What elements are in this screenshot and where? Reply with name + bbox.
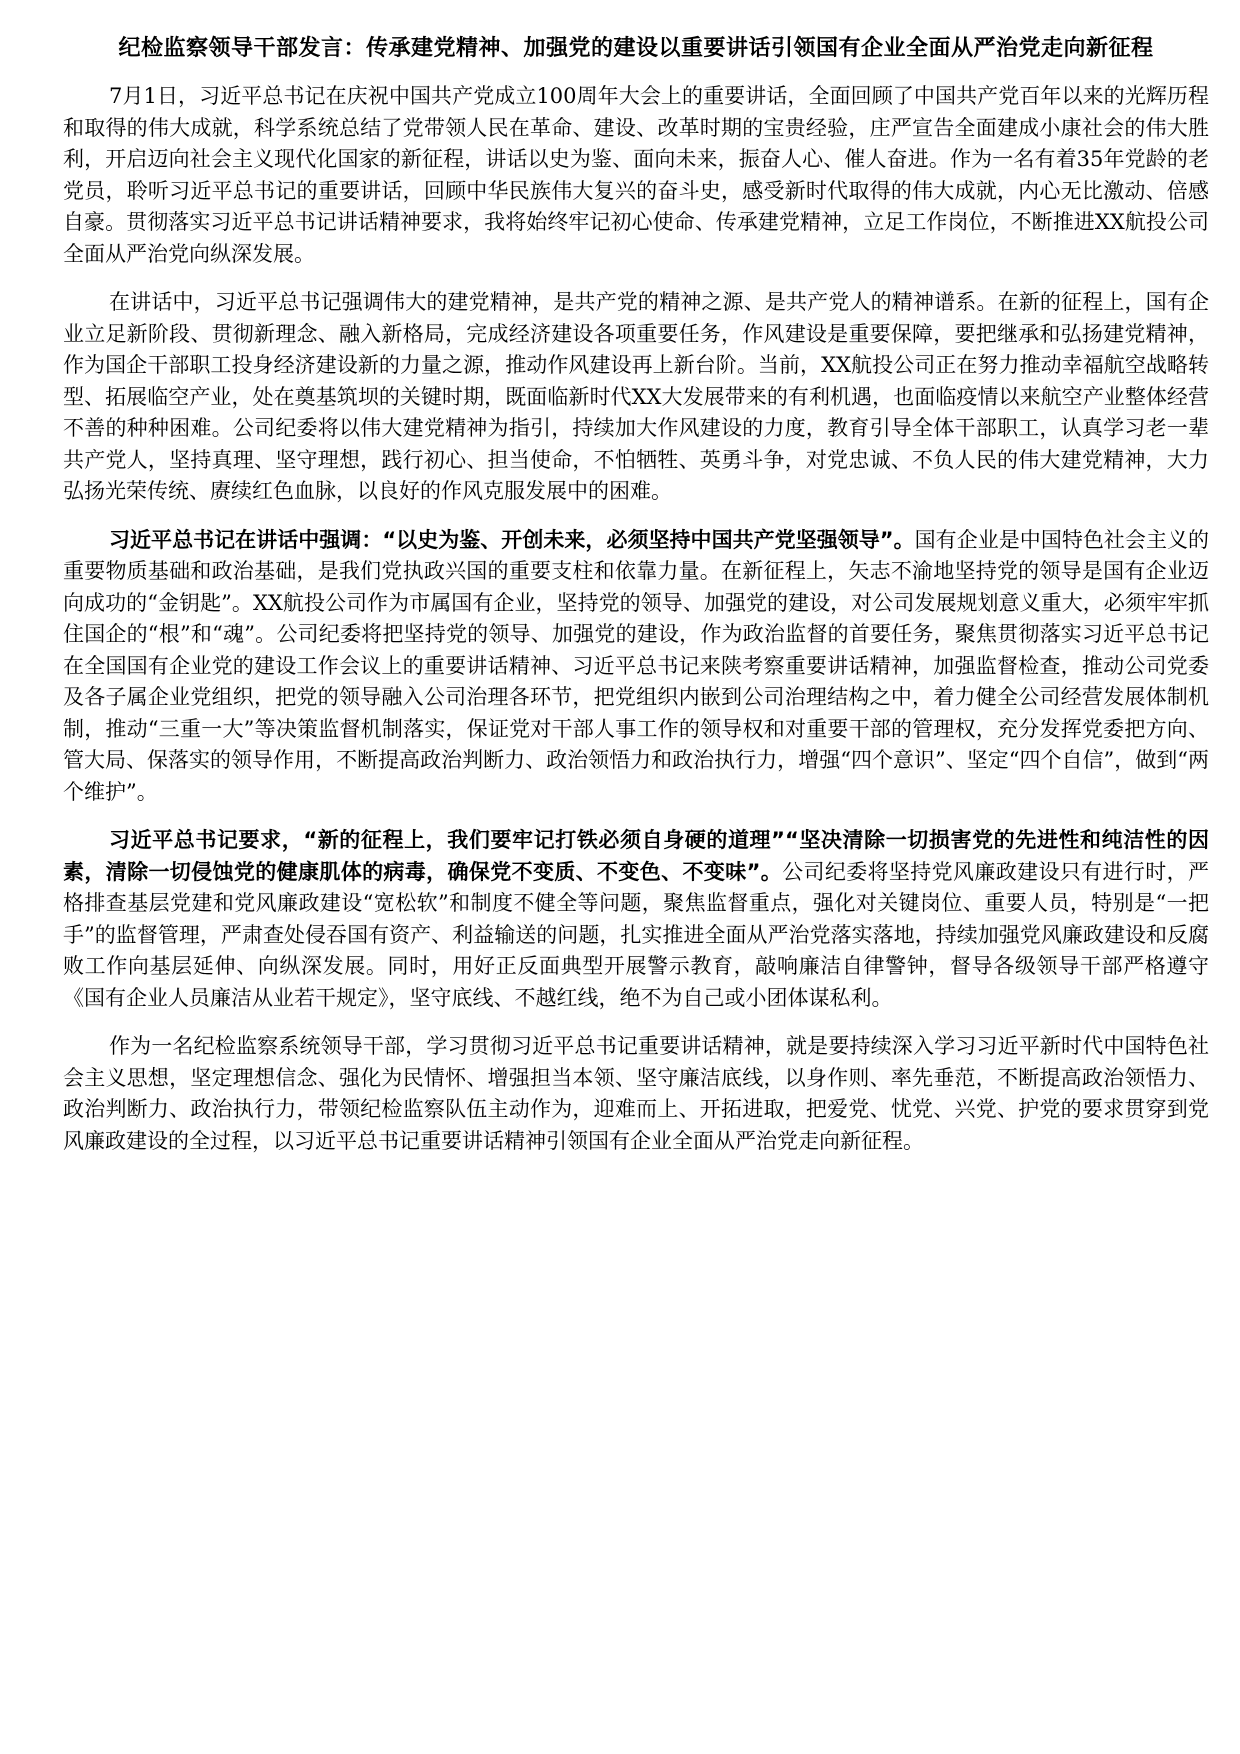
document-title: 纪检监察领导干部发言：传承建党精神、加强党的建设以重要讲话引领国有企业全面从严治党走向新征程 — [118, 36, 1154, 61]
paragraph-3-text: 国有企业是中国特色社会主义的重要物质基础和政治基础，是我们党执政兴国的重要支柱和依靠力量。在新征程上，矢志不渝地坚持党的领导是国有企业迈向成功的“金钥匙”。XX航投公司作为市属国有企业，坚持党的领导、加强党的建设，对公司发展规划意义重大，必须牢牢抓住国企的“根”和“魂”。公司纪委将把坚持党的领导、加强党的建设，作为政治监督的首要任务，聚焦贯彻落实习近平总书记在全国国有企业党的建设工作会议上的重要讲话精神、习近平总书记来陕考察重要讲话精神，加强监督检查，推动公司党委及各子属企业党组织，把党的领导融入公司治理各环节，把党组织内嵌到公司治理结构之中，着力健全公司经营发展体制机制，推动“三重一大”等决策监督机制落实，保证党对干部人事工作的领导权和对重要干部的管理权，充分发挥党委把方向、管大局、保落实的领导作用，不断提高政治判断力、政治领悟力和政治执行力，增强“四个意识”、坚定“四个自信”，做到“两个维护”。 — [63, 527, 1210, 804]
paragraph-3 — [63, 525, 1209, 809]
document-page — [63, 32, 1209, 1174]
paragraph-4-text: 公司纪委将坚持党风廉政建设只有进行时，严格排查基层党建和党风廉政建设“宽松软”和制度不健全等问题，聚焦监督重点，强化对关键岗位、重要人员，特别是“一把手”的监督管理，严肃查处侵吞国有资产、利益输送的问题，扎实推进全面从严治党落实落地，持续加强党风廉政建设和反腐败工作向基层延伸、向纵深发展。同时，用好正反面典型开展警示教育，敲响廉洁自律警钟，督导各级领导干部严格遵守《国有企业人员廉洁从业若干规定》，坚守底线、不越红线，绝不为自己或小团体谋私利。 — [63, 859, 1209, 1010]
paragraph-5-text: 作为一名纪检监察系统领导干部，学习贯彻习近平总书记重要讲话精神，就是要持续深入学习习近平新时代中国特色社会主义思想，坚定理想信念、强化为民情怀、增强担当本领、坚守廉洁底线，以身作则、率先垂范，不断提高政治领悟力、政治判断力、政治执行力，带领纪检监察队伍主动作为，迎难而上、开拓进取，把爱党、忧党、兴党、护党的要求贯穿到党风廉政建设的全过程，以习近平总书记重要讲话精神引领国有企业全面从严治党走向新征程。 — [63, 1034, 1209, 1153]
paragraph-5 — [63, 1031, 1209, 1157]
paragraph-3-lead: 习近平总书记在讲话中强调：“以史为鉴、开创未来，必须坚持中国共产党坚强领导”。 — [109, 527, 915, 552]
paragraph-4 — [63, 825, 1209, 1014]
paragraph-2-text: 在讲话中，习近平总书记强调伟大的建党精神，是共产党的精神之源、是共产党人的精神谱系。在新的征程上，国有企业立足新阶段、贯彻新理念、融入新格局，完成经济建设各项重要任务，作风建设是重要保障，要把继承和弘扬建党精神，作为国企干部职工投身经济建设新的力量之源，推动作风建设再上新台阶。当前，XX航投公司正在努力推动幸福航空战略转型、拓展临空产业，处在奠基筑坝的关键时期，既面临新时代XX大发展带来的有利机遇，也面临疫情以来航空产业整体经营不善的种种困难。公司纪委将以伟大建党精神为指引，持续加大作风建设的力度，教育引导全体干部职工，认真学习老一辈共产党人，坚持真理、坚守理想，践行初心、担当使命，不怕牺牲、英勇斗争，对党忠诚、不负人民的伟大建党精神，大力弘扬光荣传统、赓续红色血脉，以良好的作风克服发展中的困难。 — [63, 290, 1209, 503]
paragraph-1 — [63, 81, 1209, 270]
paragraph-1-text: 7月1日，习近平总书记在庆祝中国共产党成立100周年大会上的重要讲话，全面回顾了中国共产党百年以来的光辉历程和取得的伟大成就，科学系统总结了党带领人民在革命、建设、改革时期的宝贵经验，庄严宣告全面建成小康社会的伟大胜利，开启迈向社会主义现代化国家的新征程，讲话以史为鉴、面向未来，振奋人心、催人奋进。作为一名有着35年党龄的老党员，聆听习近平总书记的重要讲话，回顾中华民族伟大复兴的奋斗史，感受新时代取得的伟大成就，内心无比激动、倍感自豪。贯彻落实习近平总书记讲话精神要求，我将始终牢记初心使命、传承建党精神，立足工作岗位，不断推进XX航投公司全面从严治党向纵深发展。 — [63, 84, 1209, 266]
paragraph-2 — [63, 287, 1209, 508]
paragraph-4-lead: 习近平总书记要求，“新的征程上，我们要牢记打铁必须自身硬的道理”“坚决清除一切损害党的先进性和纯洁性的因素，清除一切侵蚀党的健康肌体的病毒，确保党不变质、不变色、不变味”。 — [63, 828, 1209, 884]
